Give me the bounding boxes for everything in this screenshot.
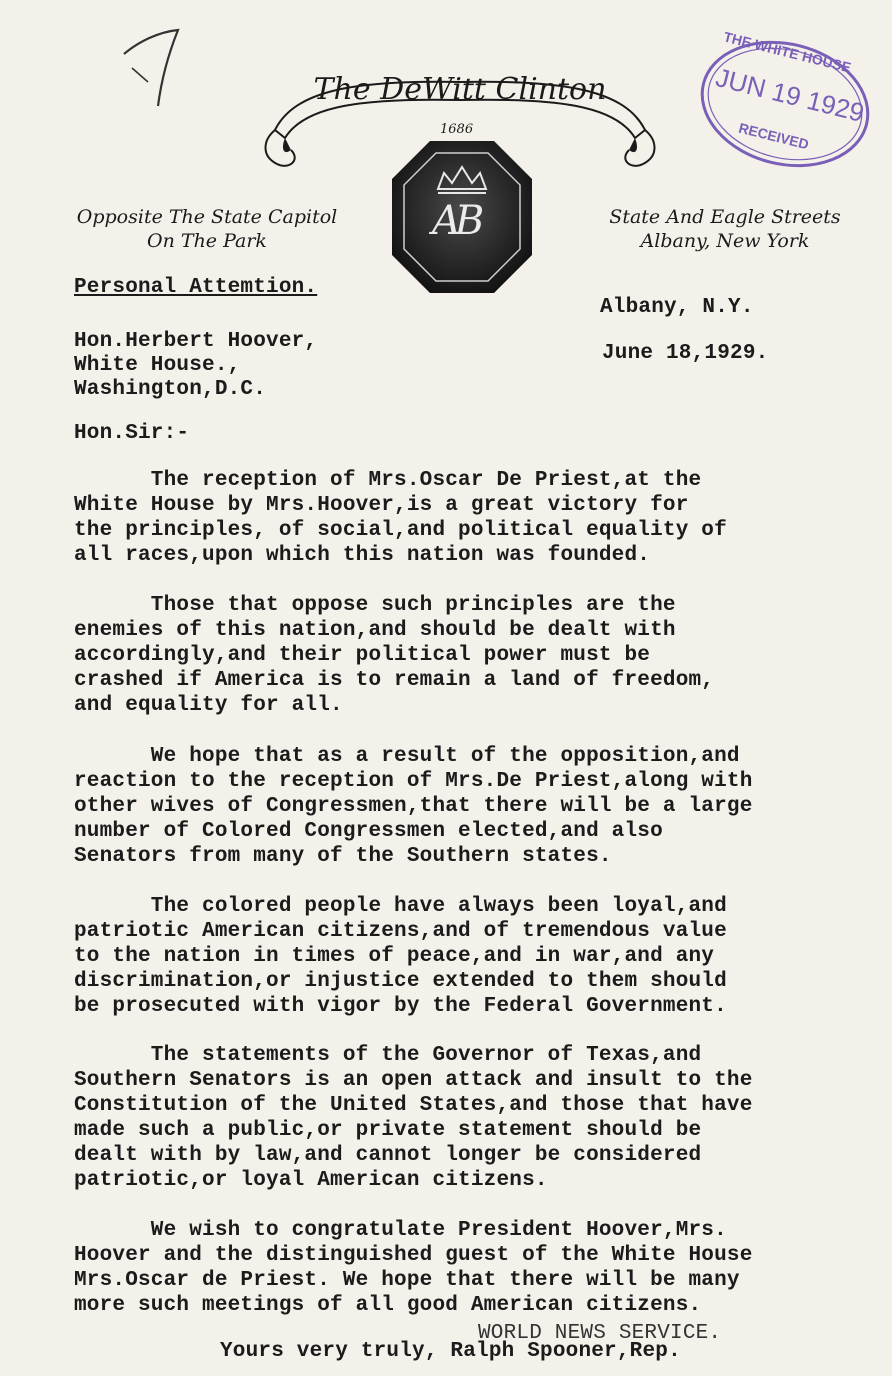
paragraph-3 (74, 744, 874, 869)
paragraph-line: other wives of Congressmen,that there will be a large (74, 795, 753, 818)
paragraph-line: to the nation in times of peace,and in war,and any (74, 945, 715, 968)
stamp-bottom-text: RECEIVED (737, 119, 811, 153)
paragraph-line: The reception of Mrs.Oscar De Priest,at the (74, 469, 702, 492)
letter-date: June 18,1929. (602, 342, 769, 365)
paragraph-line: Hoover and the distinguished guest of the White House (74, 1244, 753, 1267)
paragraph-line: patriotic,or loyal American citizens. (74, 1169, 548, 1192)
paragraph-4 (74, 894, 874, 1019)
address-right (580, 205, 870, 253)
paragraph-2 (74, 593, 874, 718)
paragraph-line: We hope that as a result of the opposition,and (74, 745, 740, 768)
paragraph-line: Constitution of the United States,and those that have (74, 1094, 753, 1117)
paragraph-line: and equality for all. (74, 694, 343, 717)
paragraph-1 (74, 468, 874, 568)
paragraph-line: The statements of the Governor of Texas,and (74, 1044, 702, 1067)
paragraph-line: accordingly,and their political power must be (74, 644, 651, 667)
paragraph-line: We wish to congratulate President Hoover,Mrs. (74, 1219, 727, 1242)
paragraph-5 (74, 1043, 874, 1193)
seal-monogram: AB (432, 198, 479, 244)
paragraph-line: White House by Mrs.Hoover,is a great victory for (74, 494, 689, 517)
address-right-line-2: Albany, New York (640, 230, 810, 252)
stamp-date: JUN 19 1929 (712, 62, 868, 128)
personal-attention-heading: Personal Attemtion. (74, 276, 318, 299)
recipient-block (74, 330, 317, 402)
address-right-line-1: State And Eagle Streets (609, 206, 841, 228)
paragraph-line: the principles, of social,and political equality of (74, 519, 727, 542)
paragraph-6 (74, 1218, 874, 1318)
paragraph-line: discrimination,or injustice extended to them should (74, 970, 727, 993)
paragraph-line: made such a public,or private statement should be (74, 1119, 702, 1142)
closing-signature: Yours very truly, Ralph Spooner,Rep. (220, 1340, 681, 1363)
paragraph-line: be prosecuted with vigor by the Federal Government. (74, 995, 727, 1018)
paragraph-line: patriotic American citizens,and of tremendous value (74, 920, 727, 943)
recipient-line-1: Hon.Herbert Hoover, (74, 330, 318, 353)
paragraph-line: Southern Senators is an open attack and insult to the (74, 1069, 753, 1092)
letter-place: Albany, N.Y. (600, 296, 754, 319)
paragraph-line: Those that oppose such principles are the (74, 594, 676, 617)
address-left-line-2: On The Park (147, 230, 267, 252)
paragraph-line: crashed if America is to remain a land of freedom, (74, 669, 715, 692)
handwritten-seven-mark (118, 20, 188, 110)
address-left (62, 205, 352, 253)
paragraph-line: number of Colored Congressmen elected,and also (74, 820, 663, 843)
paragraph-line: reaction to the reception of Mrs.De Priest,along with (74, 770, 753, 793)
paragraph-line: The colored people have always been loyal,and (74, 895, 727, 918)
recipient-line-3: Washington,D.C. (74, 378, 267, 401)
paragraph-line: Senators from many of the Southern states. (74, 845, 612, 868)
paragraph-line: all races,upon which this nation was founded. (74, 544, 651, 567)
address-left-line-1: Opposite The State Capitol (76, 206, 338, 228)
hotel-year: 1686 (440, 122, 474, 137)
paragraph-line: enemies of this nation,and should be dealt with (74, 619, 676, 642)
hotel-name: The DeWitt Clinton (313, 72, 607, 107)
recipient-line-2: White House., (74, 354, 241, 377)
paragraph-line: dealt with by law,and cannot longer be considered (74, 1144, 702, 1167)
paragraph-line: more such meetings of all good American citizens. (74, 1294, 702, 1317)
salutation: Hon.Sir:- (74, 422, 190, 445)
organization-stamp: WORLD NEWS SERVICE. (478, 1322, 722, 1345)
stamp-top-text: THE WHITE HOUSE (722, 28, 853, 76)
paragraph-line: Mrs.Oscar de Priest. We hope that there will be many (74, 1269, 740, 1292)
